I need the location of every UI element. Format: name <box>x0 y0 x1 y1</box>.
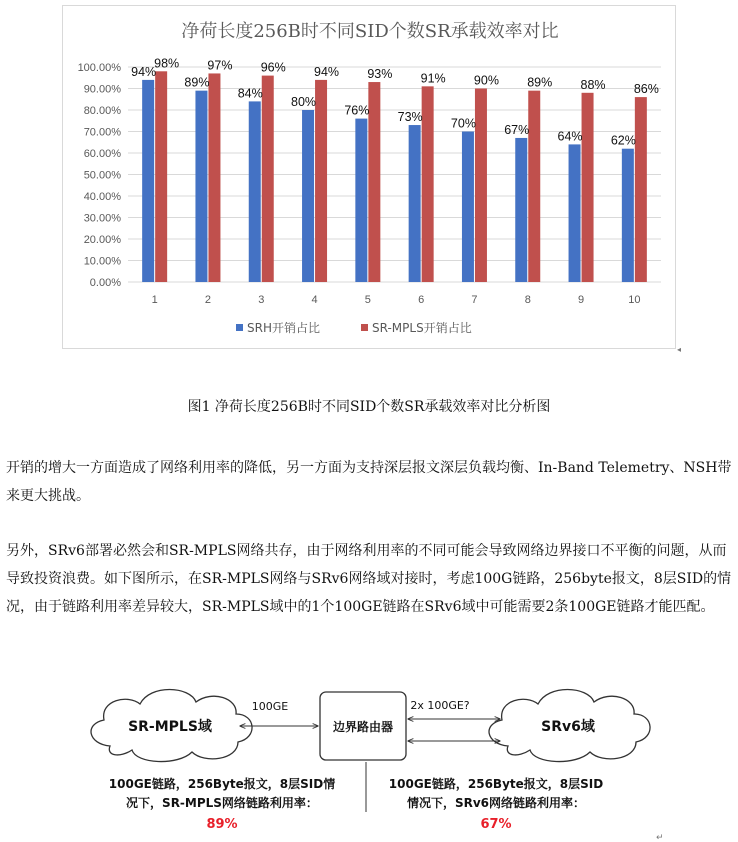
data-label-sr-mpls: 88% <box>580 77 606 92</box>
y-tick-label: 30.00% <box>83 212 121 225</box>
paragraph-overhead: 开销的增大一方面造成了网络利用率的降低，另一方面为支持深层报文深层负载均衡、In-Band Telemetry、NSH带来更大挑战。 <box>6 460 732 504</box>
bar-sr-mpls <box>208 73 220 282</box>
network-diagram <box>0 676 738 842</box>
data-label-srh: 67% <box>504 122 530 137</box>
bar-srh <box>355 119 367 282</box>
paragraph-coexistence: 另外，SRv6部署必然会和SR-MPLS网络共存，由于网络利用率的不同可能会导致网络边界接口不平衡的问题，从而导致投资浪费。如下图所示，在SR-MPLS网络与SRv6网络域对接时，考虑100G链路，256byte报文，8层SID的情况，由于链路利用率差异较大，SR-MPLS域中的1个100GE链路在SRv6域中可能需要2条100GE链路才能匹配。 <box>6 543 732 615</box>
y-tick-label: 40.00% <box>83 191 121 203</box>
data-label-srh: 70% <box>450 116 476 131</box>
y-tick-label: 100.00% <box>77 62 121 74</box>
bar-sr-mpls <box>155 71 167 282</box>
chart-legend <box>236 320 472 335</box>
x-tick-label: 10 <box>628 294 641 306</box>
y-tick-label: 70.00% <box>83 126 121 139</box>
bar-srh <box>142 80 154 282</box>
right-utilization-value: 67% <box>480 817 512 832</box>
x-tick-label: 3 <box>258 294 265 306</box>
left-utilization-value: 89% <box>206 817 238 832</box>
x-tick-label: 9 <box>577 294 585 306</box>
data-label-srh: 84% <box>237 86 263 101</box>
right-description-line2: 情况下，SRv6网络链路利用率： <box>406 796 586 810</box>
data-label-srh: 64% <box>557 129 583 144</box>
data-label-srh: 94% <box>131 64 157 79</box>
data-label-sr-mpls: 89% <box>527 75 553 90</box>
bar-srh <box>462 132 474 283</box>
y-tick-label: 90.00% <box>83 83 121 96</box>
right-description-line1: 100GE链路，256Byte报文，8层SID <box>388 777 604 791</box>
x-tick-label: 4 <box>311 294 318 306</box>
bar-srh <box>569 144 581 282</box>
data-label-srh: 76% <box>344 103 370 118</box>
chart-title: 净荷长度256B时不同SID个数SR承载效率对比 <box>181 21 559 42</box>
data-label-srh: 62% <box>610 133 636 148</box>
left-link-label: 100GE <box>251 700 289 713</box>
paragraph-end-mark: ↵ <box>656 833 664 842</box>
data-label-sr-mpls: 96% <box>260 60 286 75</box>
bar-chart <box>62 5 676 349</box>
sr-mpls-cloud <box>91 690 252 762</box>
data-label-sr-mpls: 94% <box>314 64 340 79</box>
bar-srh <box>622 149 634 282</box>
chart-svg <box>63 6 677 350</box>
y-tick-label: 80.00% <box>83 105 121 117</box>
data-label-srh: 80% <box>291 95 317 109</box>
data-label-srh: 73% <box>397 110 423 125</box>
border-router-label: 边界路由器 <box>332 720 394 734</box>
data-label-sr-mpls: 93% <box>367 67 393 82</box>
srv6-cloud-label: SRv6域 <box>541 719 595 735</box>
bar-sr-mpls <box>262 76 274 282</box>
data-label-sr-mpls: 98% <box>154 56 180 71</box>
data-label-sr-mpls: 97% <box>207 58 233 73</box>
data-label-sr-mpls: 91% <box>420 71 446 86</box>
right-link-label: 2x 100GE? <box>410 699 470 712</box>
figure-caption: 图1 净荷长度256B时不同SID个数SR承载效率对比分析图 <box>187 399 551 415</box>
bar-sr-mpls <box>368 82 380 282</box>
bar-srh <box>195 91 207 282</box>
srv6-cloud <box>489 690 650 762</box>
bar-srh <box>409 125 421 282</box>
y-tick-label: 20.00% <box>83 234 121 246</box>
legend-swatch-srh <box>236 324 243 331</box>
legend-label-srh: SRH开销占比 <box>247 321 320 335</box>
bar-srh <box>515 138 527 282</box>
y-tick-label: 60.00% <box>83 148 121 160</box>
legend-swatch-sr-mpls <box>361 324 368 331</box>
x-tick-label: 2 <box>204 294 212 306</box>
bar-sr-mpls <box>315 80 327 282</box>
bar-sr-mpls <box>422 86 434 282</box>
sr-mpls-cloud-label: SR-MPLS域 <box>128 719 212 735</box>
y-tick-label: 0.00% <box>89 277 121 289</box>
x-tick-label: 6 <box>418 294 425 306</box>
chart-anchor-mark: ◂ <box>677 345 682 354</box>
x-tick-label: 8 <box>524 294 531 306</box>
data-label-sr-mpls: 90% <box>473 73 499 88</box>
border-router <box>320 692 406 760</box>
x-tick-label: 5 <box>364 294 371 306</box>
y-tick-label: 50.00% <box>83 169 121 182</box>
bar-sr-mpls <box>528 91 540 282</box>
data-label-srh: 89% <box>184 75 210 90</box>
y-tick-label: 10.00% <box>83 255 121 268</box>
legend-label-sr-mpls: SR-MPLS开销占比 <box>372 321 472 335</box>
left-description-line2: 况下，SR-MPLS网络链路利用率： <box>126 796 318 810</box>
x-tick-label: 1 <box>151 294 158 306</box>
bar-sr-mpls <box>635 97 647 282</box>
bar-sr-mpls <box>582 93 594 282</box>
left-description-line1: 100GE链路，256Byte报文，8层SID情 <box>108 777 336 791</box>
bar-srh <box>302 110 314 282</box>
data-label-sr-mpls: 86% <box>633 82 659 97</box>
bar-sr-mpls <box>475 89 487 283</box>
x-tick-label: 7 <box>471 294 478 306</box>
bar-srh <box>249 101 261 282</box>
